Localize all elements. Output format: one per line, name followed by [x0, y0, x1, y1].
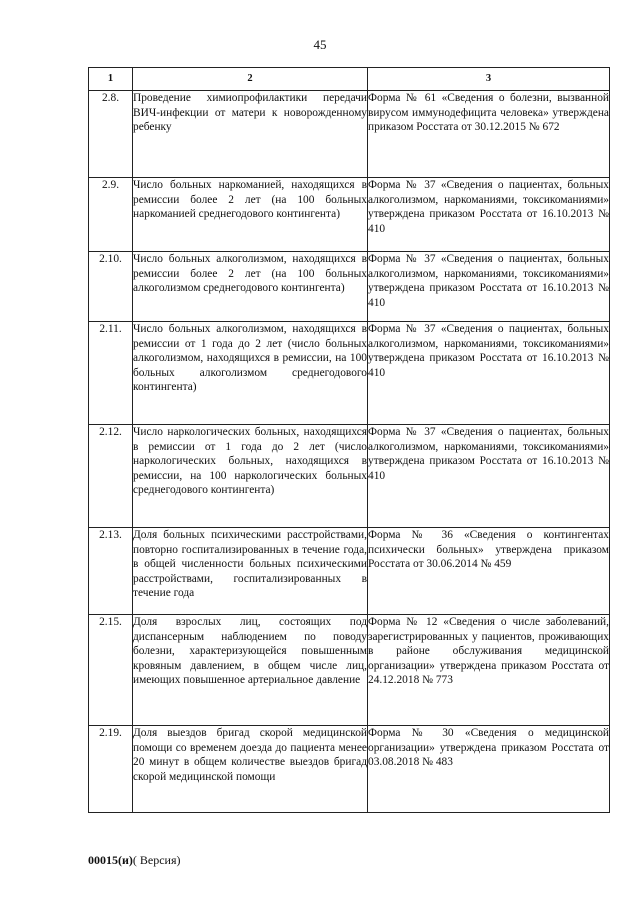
table-row [89, 178, 610, 252]
table-row [89, 425, 610, 528]
column-header-1: 1 [89, 68, 133, 91]
table-body [89, 91, 610, 813]
row-number: 2.13. [89, 528, 133, 615]
source-cell: Форма № 37 «Сведения о пациентах, больных алкоголизмом, наркоманиями, токсикоманиями» утверждена приказом Росстата от 16.10.2013 № 410 [368, 252, 610, 322]
indicator-cell: Доля больных психическими расстройствами, повторно госпитализированных в течение года, в общей численности больных психическими расстройствами, госпитализированных в течение года [133, 528, 368, 615]
indicator-cell: Число больных наркоманией, находящихся в ремиссии более 2 лет (на 100 больных наркоманией среднегодового контингента) [133, 178, 368, 252]
table-row [89, 615, 610, 726]
header-row [89, 68, 610, 91]
indicator-cell: Число больных алкоголизмом, находящихся в ремиссии более 2 лет (на 100 больных алкоголизмом среднегодового контингента) [133, 252, 368, 322]
row-number: 2.12. [89, 425, 133, 528]
source-cell: Форма № 61 «Сведения о болезни, вызванной вирусом иммунодефицита человека» утверждена приказом Росстата от 30.12.2015 № 672 [368, 91, 610, 178]
document-footer [88, 853, 181, 868]
table-row [89, 322, 610, 425]
row-number: 2.15. [89, 615, 133, 726]
column-header-3: 3 [368, 68, 610, 91]
column-header-2: 2 [133, 68, 368, 91]
row-number: 2.10. [89, 252, 133, 322]
source-cell: Форма № 12 «Сведения о числе заболеваний, зарегистрированных у пациентов, проживающих в районе обслуживания медицинской организации» утверждена приказом Росстата от 24.12.2018 № 773 [368, 615, 610, 726]
indicator-cell: Число наркологических больных, находящихся в ремиссии от 1 года до 2 лет (число наркологических больных, находящихся в ремиссии, на 100 наркологических больных среднегодового контингента) [133, 425, 368, 528]
row-number: 2.8. [89, 91, 133, 178]
indicator-cell: Проведение химиопрофилактики передачи ВИЧ-инфекции от матери к новорожденному ребенку [133, 91, 368, 178]
row-number: 2.9. [89, 178, 133, 252]
version-label: ( Версия) [132, 853, 181, 867]
row-number: 2.19. [89, 726, 133, 813]
source-cell: Форма № 37 «Сведения о пациентах, больных алкоголизмом, наркоманиями, токсикоманиями» утверждена приказом Росстата от 16.10.2013 № 410 [368, 178, 610, 252]
source-cell: Форма № 36 «Сведения о контингентах психически больных» утверждена приказом Росстата от 30.06.2014 № 459 [368, 528, 610, 615]
table-header [89, 68, 610, 91]
indicator-cell: Доля взрослых лиц, состоящих под диспансерным наблюдением по поводу болезни, характеризующейся повышенным кровяным давлением, в общем числе лиц, имеющих повышенное артериальное давление [133, 615, 368, 726]
source-cell: Форма № 37 «Сведения о пациентах, больных алкоголизмом, наркоманиями, токсикоманиями» утверждена приказом Росстата от 16.10.2013 № 410 [368, 322, 610, 425]
page-number: 45 [313, 37, 327, 52]
table-row [89, 91, 610, 178]
indicator-cell: Доля выездов бригад скорой медицинской помощи со временем доезда до пациента менее 20 минут в общем количестве выездов бригад скорой медицинской помощи [133, 726, 368, 813]
source-cell: Форма № 30 «Сведения о медицинской организации» утверждена приказом Росстата от 03.08.2018 № 483 [368, 726, 610, 813]
document-code: 00015(и) [88, 853, 133, 867]
table-row [89, 528, 610, 615]
indicators-table [88, 67, 610, 813]
source-cell: Форма № 37 «Сведения о пациентах, больных алкоголизмом, наркоманиями, токсикоманиями» утверждена приказом Росстата от 16.10.2013 № 410 [368, 425, 610, 528]
indicator-cell: Число больных алкоголизмом, находящихся в ремиссии от 1 года до 2 лет (число больных алкоголизмом, находящихся в ремиссии, на 100 больных алкоголизмом среднегодового контингента) [133, 322, 368, 425]
table-row [89, 252, 610, 322]
table-row [89, 726, 610, 813]
row-number: 2.11. [89, 322, 133, 425]
